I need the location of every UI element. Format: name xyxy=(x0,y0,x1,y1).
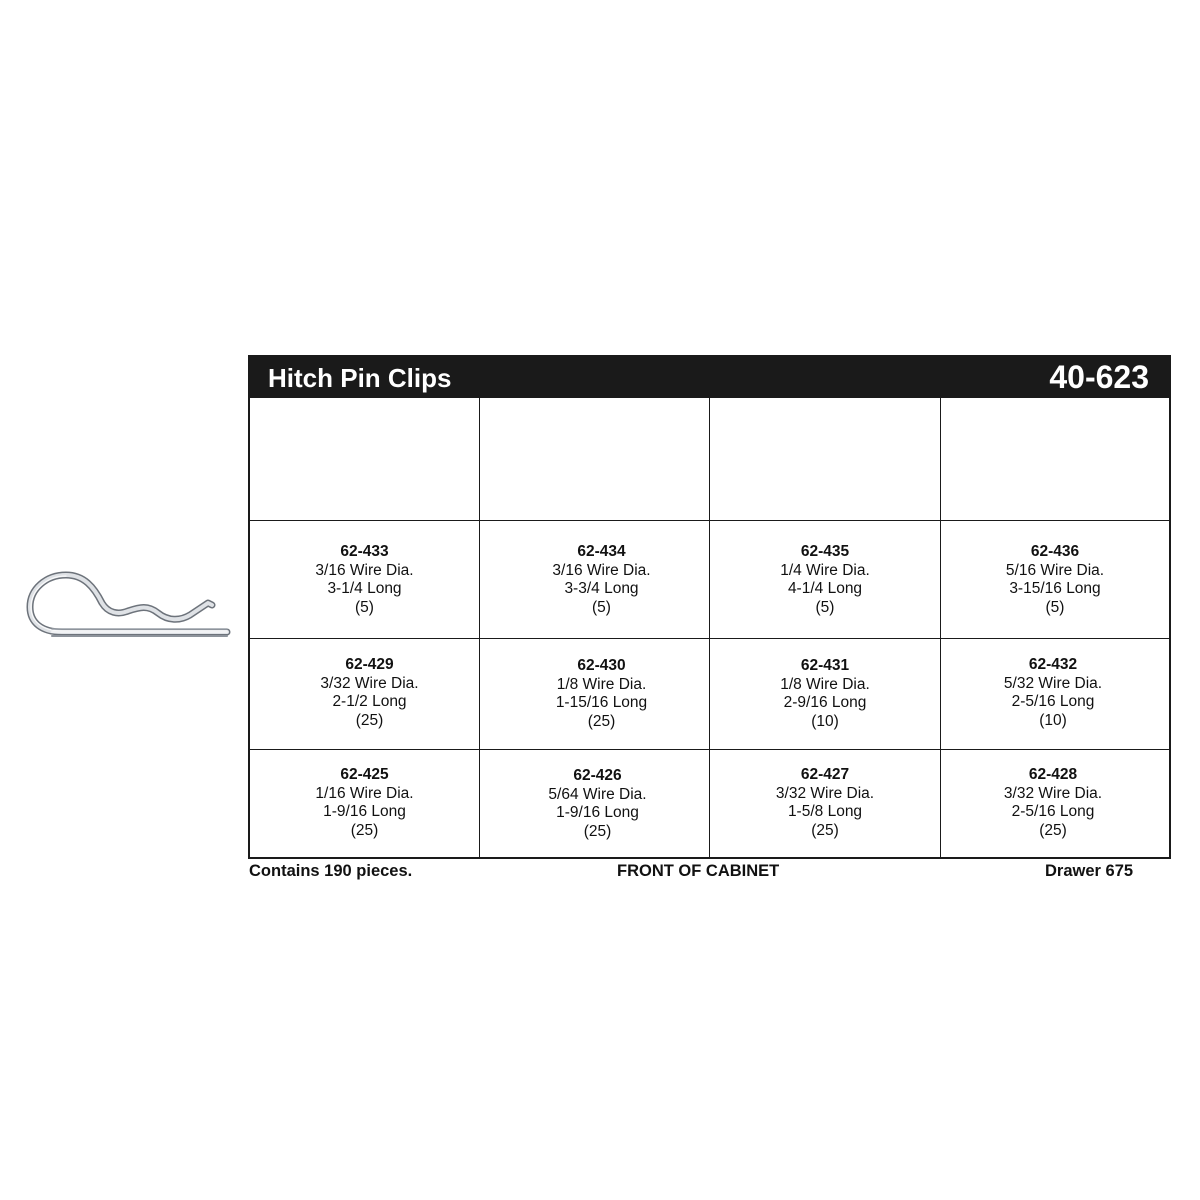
chart-header xyxy=(250,357,1169,398)
compartment-cell xyxy=(483,767,712,841)
clip-length: 2-1/2 Long xyxy=(332,693,407,710)
clip-length: 2-9/16 Long xyxy=(783,694,867,711)
clip-length: 3-15/16 Long xyxy=(1009,580,1101,597)
wire-diameter: 3/32 Wire Dia. xyxy=(1003,784,1103,802)
hitch-pin-clip-icon xyxy=(22,565,232,645)
quantity: (5) xyxy=(815,598,835,616)
quantity: (25) xyxy=(811,821,839,839)
compartment-cell xyxy=(255,656,484,730)
quantity: (5) xyxy=(592,598,611,616)
part-number: 62-431 xyxy=(800,657,850,674)
empty-compartment xyxy=(710,398,940,520)
quantity: (25) xyxy=(355,711,384,729)
wire-diameter: 1/8 Wire Dia. xyxy=(556,675,647,693)
compartment-cell xyxy=(487,657,716,731)
kit-number: 40-623 xyxy=(1049,359,1149,395)
wire-diameter: 1/16 Wire Dia. xyxy=(315,784,414,802)
compartment-cell xyxy=(710,657,940,731)
wire-diameter: 5/16 Wire Dia. xyxy=(1005,561,1105,579)
quantity: (10) xyxy=(811,712,839,730)
part-number: 62-433 xyxy=(340,543,389,560)
clip-length: 1-9/16 Long xyxy=(556,804,639,821)
clip-length: 3-1/4 Long xyxy=(327,580,402,597)
compartment-cell xyxy=(939,656,1167,730)
quantity: (5) xyxy=(1045,598,1065,616)
drawer-number: Drawer 675 xyxy=(1045,862,1134,880)
front-of-cabinet-label: FRONT OF CABINET xyxy=(617,862,780,880)
clip-length: 1-15/16 Long xyxy=(555,694,648,711)
wire-diameter: 3/16 Wire Dia. xyxy=(552,561,651,579)
compartment-cell xyxy=(487,543,716,617)
part-number: 62-426 xyxy=(573,767,622,784)
compartment-cell xyxy=(710,766,940,840)
compartment-cell xyxy=(939,766,1167,840)
clip-length: 1-9/16 Long xyxy=(323,803,406,820)
wire-diameter: 5/64 Wire Dia. xyxy=(548,785,647,803)
part-number: 62-428 xyxy=(1028,766,1078,783)
compartment-cell xyxy=(250,543,479,617)
row-divider xyxy=(250,638,1169,639)
part-number: 62-434 xyxy=(577,543,626,560)
wire-diameter: 1/4 Wire Dia. xyxy=(780,561,870,579)
clip-length: 2-5/16 Long xyxy=(1011,803,1095,820)
part-number: 62-427 xyxy=(800,766,850,783)
wire-diameter: 3/16 Wire Dia. xyxy=(315,561,414,579)
part-number: 62-430 xyxy=(577,657,626,674)
clip-length: 4-1/4 Long xyxy=(787,580,863,597)
part-number: 62-429 xyxy=(345,656,394,673)
compartment-grid xyxy=(250,398,1169,857)
quantity: (25) xyxy=(583,822,612,840)
piece-count: Contains 190 pieces. xyxy=(249,862,413,880)
part-number: 62-435 xyxy=(800,543,850,560)
part-number: 62-432 xyxy=(1028,656,1078,673)
part-number: 62-425 xyxy=(340,766,389,783)
wire-diameter: 1/8 Wire Dia. xyxy=(780,675,870,693)
empty-compartment xyxy=(480,398,709,520)
drawer-chart xyxy=(248,355,1171,859)
wire-diameter: 3/32 Wire Dia. xyxy=(320,674,419,692)
compartment-cell xyxy=(941,543,1169,617)
clip-length: 1-5/8 Long xyxy=(787,803,863,820)
quantity: (25) xyxy=(587,712,616,730)
clip-length: 2-5/16 Long xyxy=(1011,693,1095,710)
clip-length: 3-3/4 Long xyxy=(564,580,639,597)
empty-compartment xyxy=(941,398,1169,520)
part-number: 62-436 xyxy=(1030,543,1080,560)
quantity: (10) xyxy=(1039,711,1067,729)
row-divider xyxy=(250,749,1169,750)
quantity: (25) xyxy=(1039,821,1067,839)
chart-title: Hitch Pin Clips xyxy=(268,363,452,393)
wire-diameter: 5/32 Wire Dia. xyxy=(1003,674,1103,692)
wire-diameter: 3/32 Wire Dia. xyxy=(775,784,875,802)
compartment-cell xyxy=(710,543,940,617)
quantity: (5) xyxy=(355,598,374,616)
quantity: (25) xyxy=(350,821,379,839)
compartment-cell xyxy=(250,766,479,840)
empty-compartment xyxy=(250,398,479,520)
row-divider xyxy=(250,520,1169,521)
